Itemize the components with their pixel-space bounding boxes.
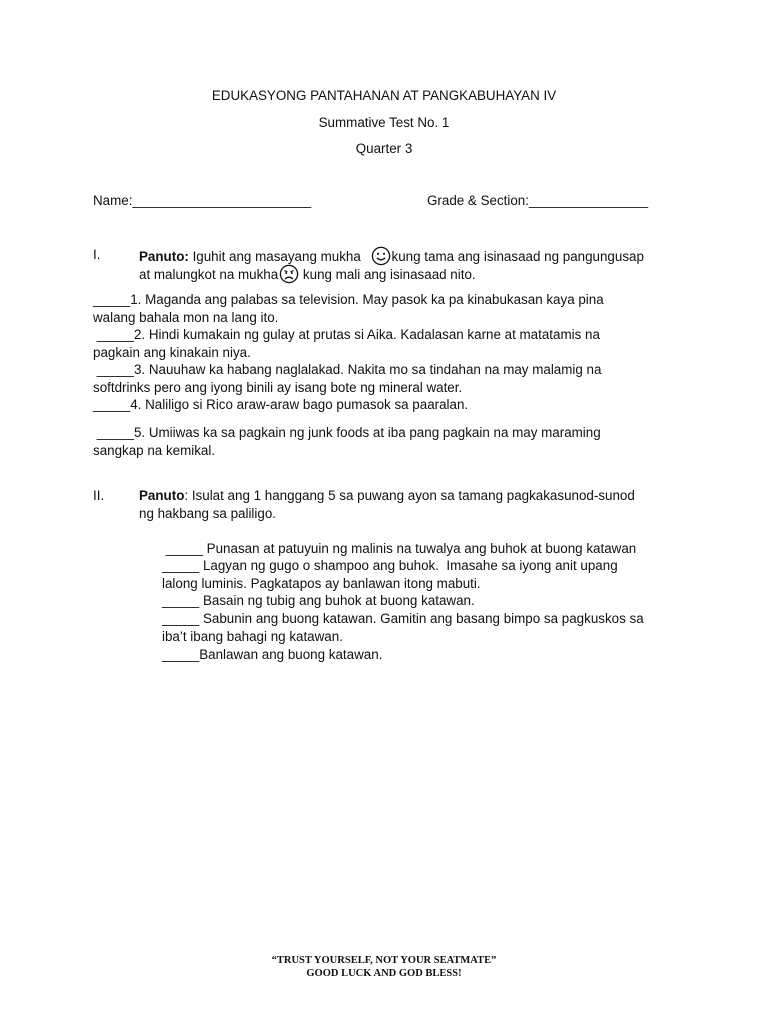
item-1-line-2: walang bahala mon na lang ito. bbox=[93, 309, 279, 325]
part2-step-3 bbox=[162, 592, 475, 610]
part1-item-4 bbox=[93, 396, 468, 414]
part1-text-b: kung tama ang isinasaad ng pangungusap bbox=[391, 249, 644, 264]
part2-step-2 bbox=[162, 557, 618, 592]
item-5-line-2: sangkap na kemikal. bbox=[93, 442, 216, 458]
part1-text-d: kung mali ang isinasaad nito. bbox=[299, 267, 476, 282]
test-title: Summative Test No. 1 bbox=[318, 115, 450, 130]
step-2-line-2: lalong luminis. Pagkatapos ay banlawan itong mabuti. bbox=[162, 575, 481, 591]
item-3-line-2: softdrinks pero ang iyong binili ay isang bote ng mineral water. bbox=[93, 379, 463, 395]
part1-text-a: Iguhit ang masayang mukha bbox=[188, 249, 365, 264]
grade-section-field[interactable]: Grade & Section:________________ bbox=[427, 193, 649, 208]
part2-instruction bbox=[139, 487, 635, 522]
quarter-label: Quarter 3 bbox=[355, 141, 413, 156]
part2-text-line1: : Isulat ang 1 hanggang 5 sa puwang ayon sa tamang pagkakasunod-sunod bbox=[184, 488, 635, 503]
name-field[interactable]: Name:________________________ bbox=[93, 193, 312, 208]
part1-item-2 bbox=[93, 326, 600, 361]
part1-label: Panuto: bbox=[139, 249, 189, 264]
step-3-line-1: _____ Basain ng tubig ang buhok at buong katawan. bbox=[162, 593, 475, 608]
item-4-line-1: _____4. Naliligo si Rico araw-araw bago pumasok sa paaralan. bbox=[93, 397, 469, 412]
item-2-line-1: _____2. Hindi kumakain ng gulay at prutas si Aika. Kadalasan karne at matatamis na bbox=[93, 327, 600, 342]
step-2-line-1: _____ Lagyan ng gugo o shampoo ang buhok. Imasahe sa iyong anit upang bbox=[162, 558, 618, 573]
step-4-line-2: iba’t ibang bahagi ng katawan. bbox=[162, 628, 343, 644]
step-1-line-1: _____ Punasan at patuyuin ng malinis na tuwalya ang buhok at buong katawan bbox=[162, 541, 637, 556]
part1-item-3 bbox=[93, 361, 601, 396]
footer-blessing: GOOD LUCK AND GOD BLESS! bbox=[306, 968, 462, 979]
part2-step-1 bbox=[162, 540, 636, 558]
item-5-line-1: _____5. Umiiwas ka sa pagkain ng junk foods at iba pang pagkain na may maraming bbox=[93, 425, 601, 440]
part1-item-1 bbox=[93, 291, 604, 326]
step-5-line-1: _____Banlawan ang buong katawan. bbox=[162, 647, 383, 662]
item-2-line-2: pagkain ang kinakain niya. bbox=[93, 344, 251, 360]
part2-step-5 bbox=[162, 646, 382, 664]
sad-face-icon bbox=[279, 264, 299, 289]
part2-text-line2: ng hakbang sa paliligo. bbox=[139, 505, 276, 521]
subject-title: EDUKASYONG PANTAHANAN AT PANGKABUHAYAN IV bbox=[211, 88, 557, 103]
item-1-line-1: _____1. Maganda ang palabas sa television. May pasok ka pa kinabukasan kaya pina bbox=[93, 292, 604, 307]
part1-item-5 bbox=[93, 424, 601, 459]
part2-numeral: II. bbox=[93, 488, 105, 503]
footer-motto: “TRUST YOURSELF, NOT YOUR SEATMATE” bbox=[271, 955, 497, 966]
item-3-line-1: _____3. Nauuhaw ka habang naglalakad. Nakita mo sa tindahan na may malamig na bbox=[93, 362, 602, 377]
part1-instruction-line2 bbox=[139, 264, 476, 289]
part2-label: Panuto bbox=[139, 488, 185, 503]
part1-numeral: I. bbox=[93, 247, 101, 262]
part2-step-4 bbox=[162, 610, 644, 645]
step-4-line-1: _____ Sabunin ang buong katawan. Gamitin ang basang bimpo sa pagkuskos sa bbox=[162, 611, 644, 626]
part1-text-c: at malungkot na mukha bbox=[139, 267, 279, 282]
